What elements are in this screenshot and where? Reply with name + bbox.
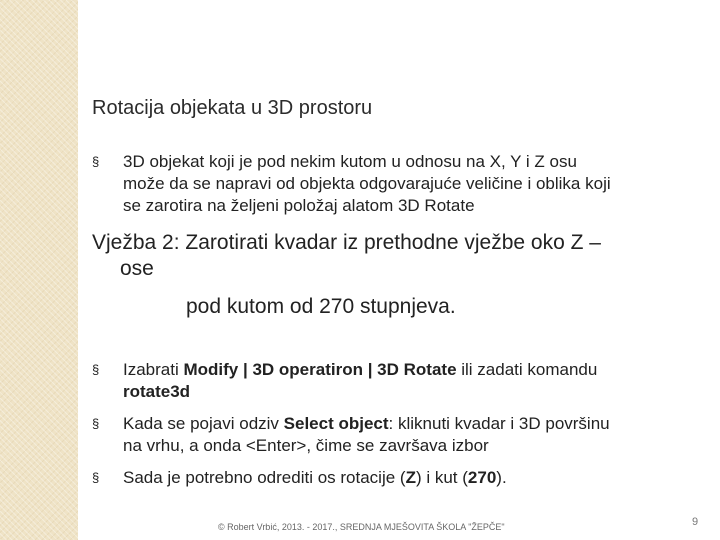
step-3-mid: ) i kut ( (415, 468, 468, 487)
step-3-post: ). (496, 468, 507, 487)
step-1-command: rotate3d (123, 382, 191, 401)
exercise-heading (92, 230, 702, 282)
step-2-pre: Kada se pojavi odziv (123, 414, 284, 433)
step-2-prompt: Select object (283, 414, 389, 433)
step-2-line-2: na vrhu, a onda <Enter>, čime se završava izbor (123, 436, 489, 455)
step-2-post: : kliknuti kvadar i 3D površinu (388, 414, 610, 433)
intro-bullet-text (123, 151, 708, 217)
intro-bullet (92, 151, 712, 221)
step-item-3 (92, 467, 712, 491)
intro-line-1: 3D objekat koji je pod nekim kutom u odnosu na X, Y i Z osu (123, 152, 577, 171)
exercise-subline: pod kutom od 270 stupnjeva. (186, 295, 456, 318)
exercise-line-2: ose (120, 257, 154, 280)
step-item-1 (92, 359, 712, 405)
decorative-side-strip (0, 0, 78, 540)
page-number: 9 (692, 516, 699, 528)
intro-line-2: može da se napravi od objekta odgovarajuće veličine i oblika koji (123, 174, 611, 193)
slide-title: Rotacija objekata u 3D prostoru (92, 97, 373, 119)
step-item-2 (92, 413, 712, 459)
step-3-text (123, 467, 708, 489)
bullet-marker: § (92, 470, 100, 485)
bullet-marker: § (92, 416, 100, 431)
step-1-pre: Izabrati (123, 360, 184, 379)
intro-line-3: se zarotira na željeni položaj alatom 3D Rotate (123, 196, 475, 215)
step-3-axis: Z (405, 468, 416, 487)
footer-copyright: © Robert Vrbić, 2013. - 2017., SREDNJA MJEŠOVITA ŠKOLA "ŽEPČE" (218, 522, 505, 532)
step-1-text (123, 359, 708, 403)
step-3-pre: Sada je potrebno odrediti os rotacije ( (123, 468, 406, 487)
step-3-angle: 270 (467, 468, 497, 487)
step-1-post: ili zadati komandu (456, 360, 598, 379)
exercise-line-1: Vježba 2: Zarotirati kvadar iz prethodne vježbe oko Z – (92, 231, 601, 254)
step-1-command-path: Modify | 3D operatiron | 3D Rotate (183, 360, 457, 379)
bullet-marker: § (92, 362, 100, 377)
bullet-marker: § (92, 154, 100, 169)
step-2-text (123, 413, 708, 457)
